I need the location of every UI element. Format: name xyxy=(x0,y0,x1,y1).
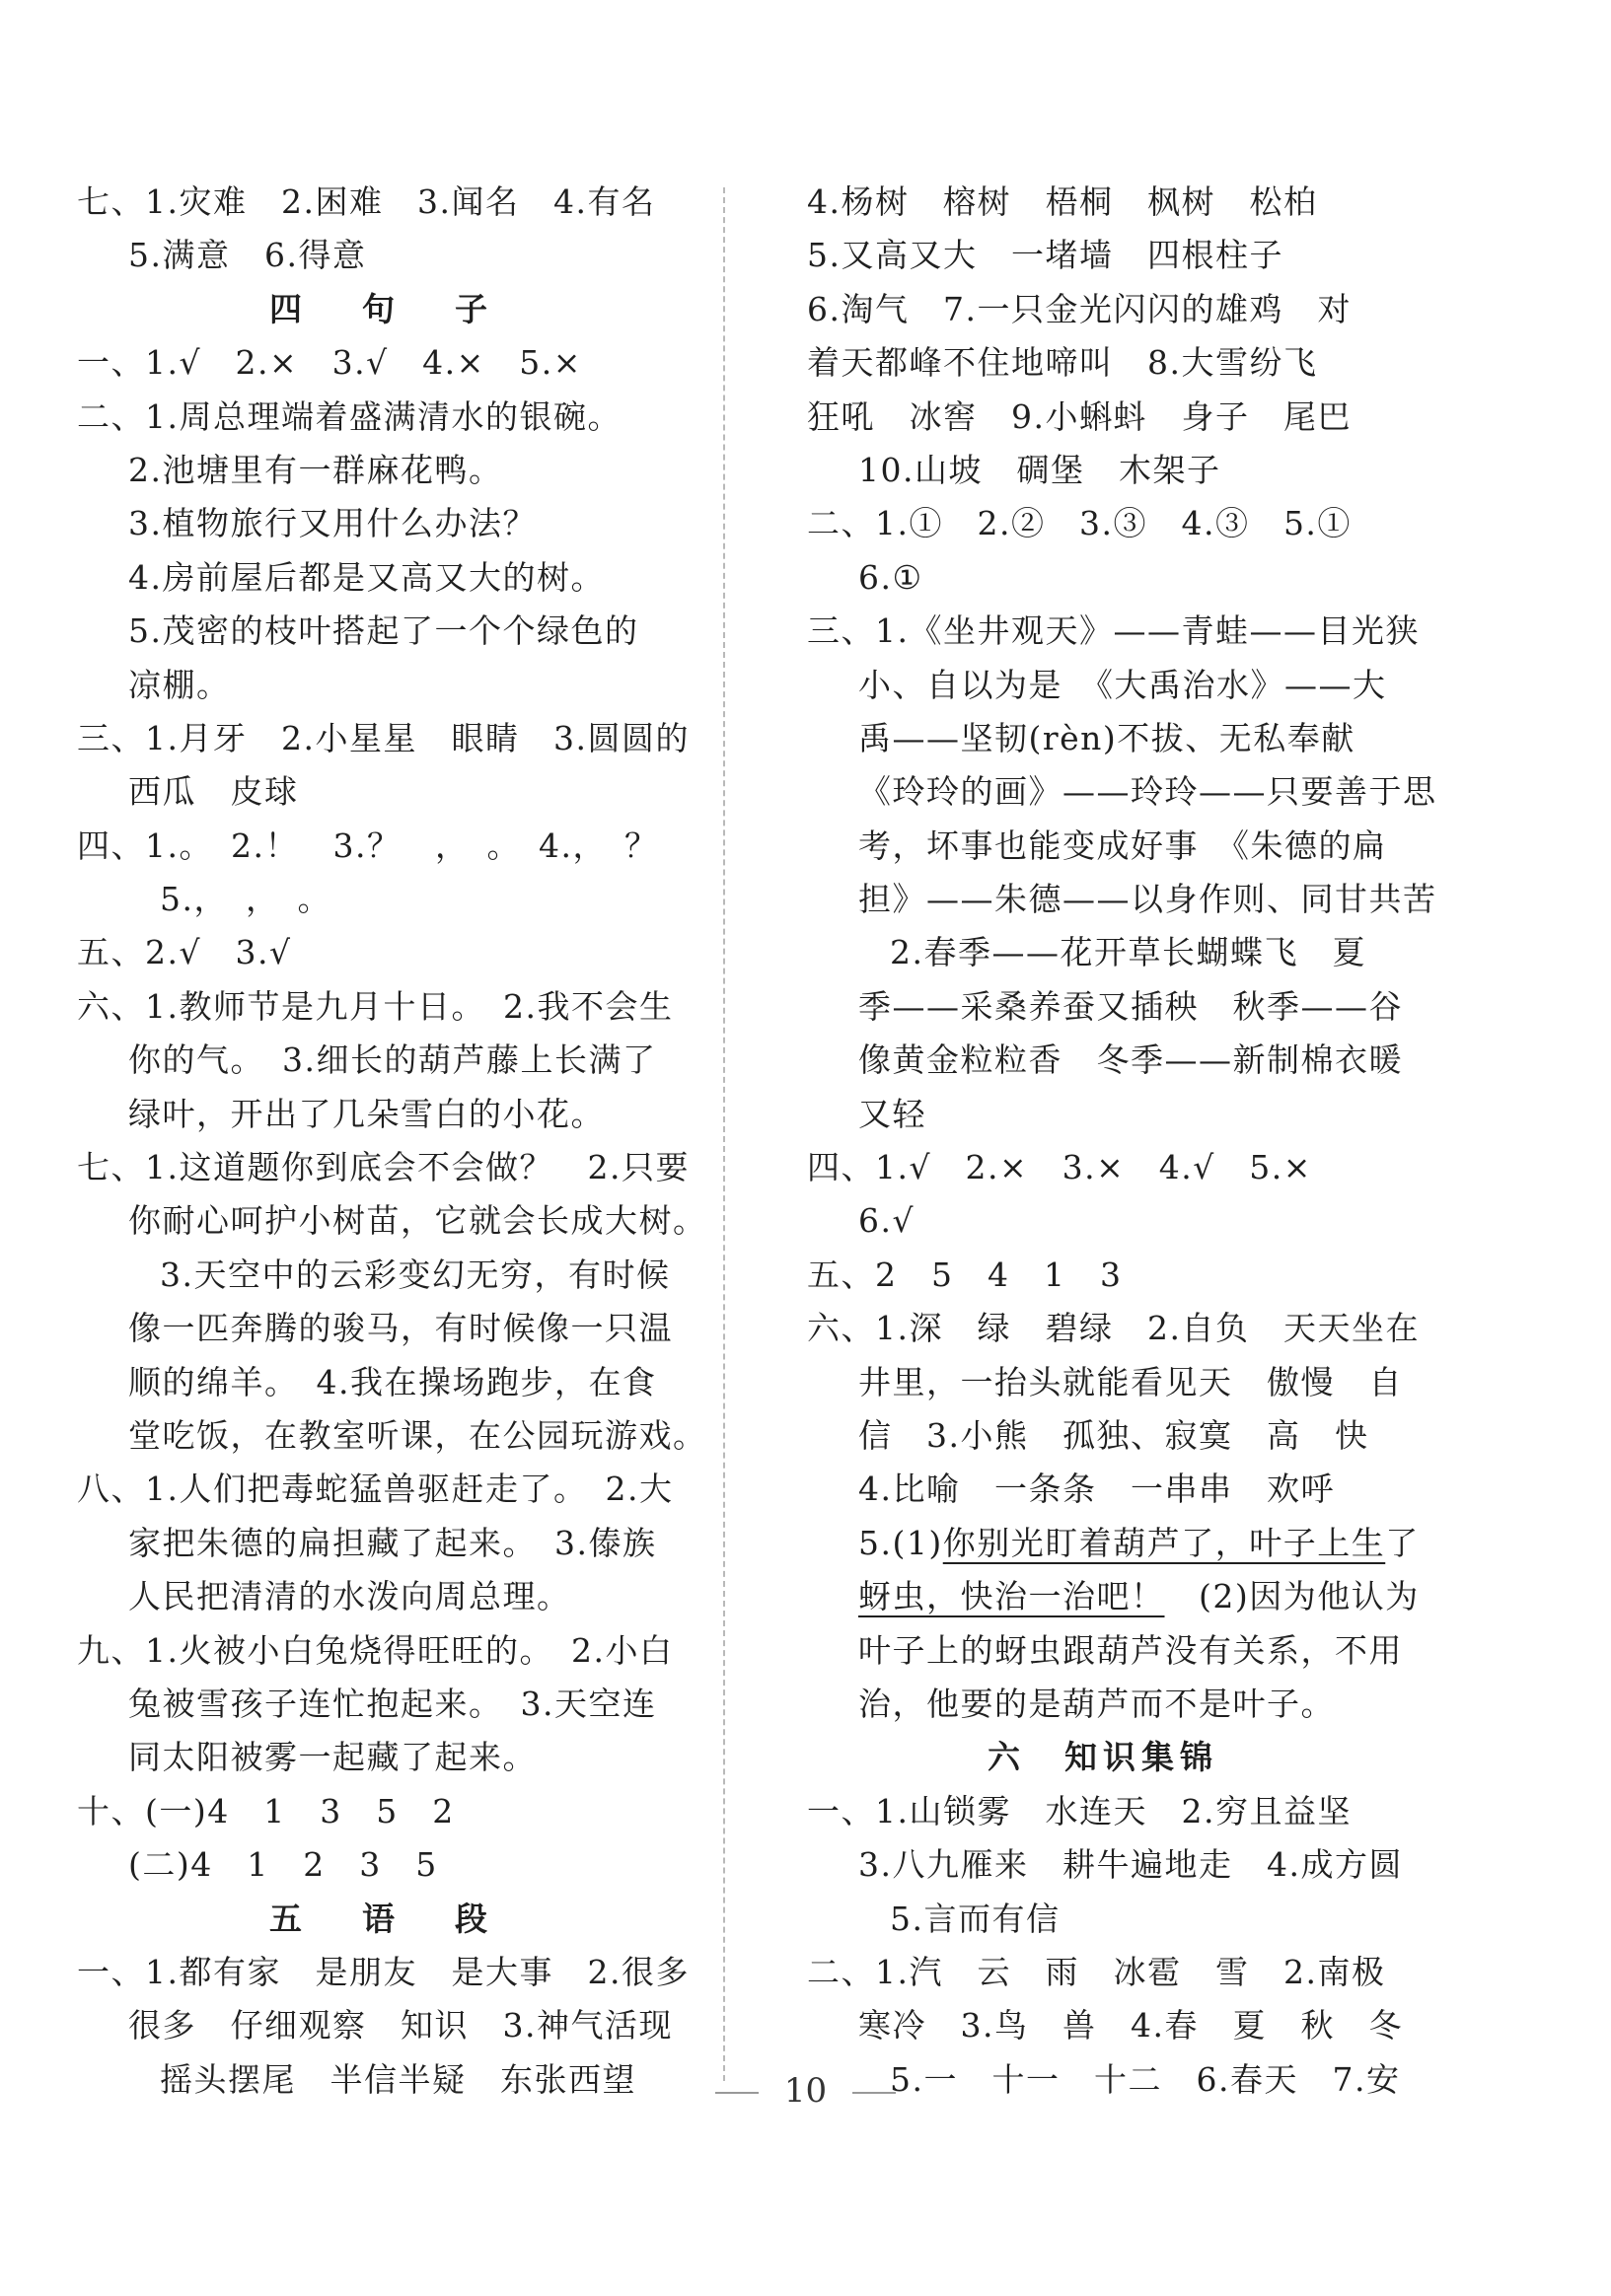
answer-line: 四、1.√ 2.× 3.× 4.√ 5.× xyxy=(807,1148,1312,1187)
answer-line: 6.淘气 7.一只金光闪闪的雄鸡 对 xyxy=(807,289,1352,328)
answer-line: 一、1.√ 2.× 3.√ 4.× 5.× xyxy=(77,343,582,383)
section-heading: 六 知识集锦 xyxy=(988,1738,1218,1777)
section-heading: 四 句 子 xyxy=(269,289,501,328)
answer-line: 4.杨树 榕树 梧桐 枫树 松柏 xyxy=(807,182,1318,221)
answer-line: 六、1.教师节是九月十日。 2.我不会生 xyxy=(77,986,674,1026)
page-footer xyxy=(0,2071,1611,2111)
answer-line: 6.① xyxy=(858,557,923,597)
answer-line: 狂吼 冰窖 9.小蝌蚪 身子 尾巴 xyxy=(807,396,1352,436)
answer-line: 治，他要的是葫芦而不是叶子。 xyxy=(858,1684,1335,1723)
answer-line: 兔被雪孩子连忙抱起来。 3.天空连 xyxy=(128,1684,657,1723)
answer-line: 2.池塘里有一群麻花鸭。 xyxy=(128,450,503,489)
answer-line: 小、自以为是 《大禹治水》——大 xyxy=(858,665,1387,704)
answer-line: 摇头摆尾 半信半疑 东张西望 xyxy=(160,2059,636,2099)
answer-line: 5.满意 6.得意 xyxy=(128,236,367,275)
answer-line: 2.春季——花开草长蝴蝶飞 夏 xyxy=(890,933,1366,972)
answer-line: 禹——坚韧(rèn)不拔、无私奉献 xyxy=(858,718,1355,757)
section-heading: 五 语 段 xyxy=(269,1899,501,1938)
answer-line: 着天都峰不住地啼叫 8.大雪纷飞 xyxy=(807,343,1318,383)
answer-line: 5.又高又大 一堵墙 四根柱子 xyxy=(807,236,1283,275)
answer-line: 寒冷 3.鸟 兽 4.春 夏 秋 冬 xyxy=(858,2006,1403,2045)
answer-line: 又轻 xyxy=(858,1094,926,1133)
right-column xyxy=(807,176,1437,2107)
column-divider xyxy=(723,187,725,2081)
answer-line: 西瓜 皮球 xyxy=(128,772,299,812)
answer-line: 3.植物旅行又用什么办法？ xyxy=(128,504,537,543)
answer-line: 季——采桑养蚕又插秧 秋季——谷 xyxy=(858,986,1403,1026)
answer-line: 一、1.山锁雾 水连天 2.穷且益坚 xyxy=(807,1791,1352,1830)
answer-line: 5.一 十一 十二 6.春天 7.安 xyxy=(890,2059,1401,2099)
answer-line: 《玲玲的画》——玲玲——只要善于思 xyxy=(858,772,1437,812)
answer-line: 5.， ， 。 xyxy=(160,880,331,919)
answer-line: 4.比喻 一条条 一串串 欢呼 xyxy=(858,1470,1335,1509)
answer-line: 5.言而有信 xyxy=(890,1899,1061,1938)
answer-line: 凉棚。 xyxy=(128,665,231,704)
answer-line: 井里，一抬头就能看见天 傲慢 自 xyxy=(858,1362,1403,1401)
answer-line: 5.(1)你别光盯着葫芦了，叶子上生了 xyxy=(858,1523,1420,1562)
left-column xyxy=(77,176,707,2107)
answer-line: 八、1.人们把毒蛇猛兽驱赶走了。 2.大 xyxy=(77,1470,674,1509)
answer-line: 人民把清清的水泼向周总理。 xyxy=(128,1577,571,1616)
underlined-answer: 蚜虫，快治一治吧！ xyxy=(858,1577,1165,1616)
answer-line: 家把朱德的扁担藏了起来。 3.傣族 xyxy=(128,1523,657,1562)
answer-line: 3.八九雁来 耕牛遍地走 4.成方圆 xyxy=(858,1845,1403,1885)
underlined-answer: 你别光盯着葫芦了，叶子上生 xyxy=(942,1523,1386,1562)
answer-line: 像一匹奔腾的骏马，有时候像一只温 xyxy=(128,1309,673,1348)
answer-line: 10.山坡 碉堡 木架子 xyxy=(858,450,1221,489)
answer-line: 很多 仔细观察 知识 3.神气活现 xyxy=(128,2006,673,2045)
answer-line: 你耐心呵护小树苗，它就会长成大树。 xyxy=(128,1201,707,1241)
answer-line: 5.茂密的枝叶搭起了一个个绿色的 xyxy=(128,611,639,651)
answer-line: 6.√ xyxy=(858,1201,915,1241)
answer-line: (二)4 1 2 3 5 xyxy=(128,1845,438,1885)
answer-line: 信 3.小熊 孤独、寂寞 高 快 xyxy=(858,1415,1369,1455)
answer-line: 四、1.。 2.！ 3.？ ， 。 4.， ？ xyxy=(77,825,659,865)
answer-line: 4.房前屋后都是又高又大的树。 xyxy=(128,557,605,597)
answer-line: 二、1.① 2.② 3.③ 4.③ 5.① xyxy=(807,504,1352,543)
answer-line: 二、1.周总理端着盛满清水的银碗。 xyxy=(77,396,622,436)
answer-line: 三、1.《坐井观天》——青蛙——目光狭 xyxy=(807,611,1420,651)
answer-line: 五、2 5 4 1 3 xyxy=(807,1255,1123,1294)
answer-line: 你的气。 3.细长的葫芦藤上长满了 xyxy=(128,1040,657,1080)
answer-line: 叶子上的蚜虫跟葫芦没有关系，不用 xyxy=(858,1630,1403,1670)
answer-line: 像黄金粒粒香 冬季——新制棉衣暖 xyxy=(858,1040,1403,1080)
answer-line: 一、1.都有家 是朋友 是大事 2.很多 xyxy=(77,1952,690,1991)
page-number: 10 xyxy=(783,2071,828,2111)
answer-line: 九、1.火被小白兔烧得旺旺的。 2.小白 xyxy=(77,1630,674,1670)
answer-line: 绿叶，开出了几朵雪白的小花。 xyxy=(128,1094,605,1133)
answer-line: 3.天空中的云彩变幻无穷，有时候 xyxy=(160,1255,671,1294)
answer-line: 七、1.灾难 2.困难 3.闻名 4.有名 xyxy=(77,182,656,221)
answer-line: 同太阳被雾一起藏了起来。 xyxy=(128,1738,537,1777)
answer-line: 五、2.√ 3.√ xyxy=(77,933,292,972)
answer-line: 堂吃饭，在教室听课，在公园玩游戏。 xyxy=(128,1415,707,1455)
answer-line: 七、1.这道题你到底会不会做？ 2.只要 xyxy=(77,1148,690,1187)
answer-line: 蚜虫，快治一治吧！ (2)因为他认为 xyxy=(858,1577,1420,1616)
footer-dash-right xyxy=(852,2092,896,2094)
answer-line: 二、1.汽 云 雨 冰雹 雪 2.南极 xyxy=(807,1952,1386,1991)
answer-line: 考，坏事也能变成好事 《朱德的扁 xyxy=(858,825,1387,865)
answer-line: 十、(一)4 1 3 5 2 xyxy=(77,1791,455,1830)
footer-dash-left xyxy=(715,2092,759,2094)
answer-line: 顺的绵羊。 4.我在操场跑步，在食 xyxy=(128,1362,657,1401)
answer-line: 担》——朱德——以身作则、同甘共苦 xyxy=(858,880,1437,919)
answer-line: 三、1.月牙 2.小星星 眼睛 3.圆圆的 xyxy=(77,718,690,757)
answer-line: 六、1.深 绿 碧绿 2.自负 天天坐在 xyxy=(807,1309,1420,1348)
